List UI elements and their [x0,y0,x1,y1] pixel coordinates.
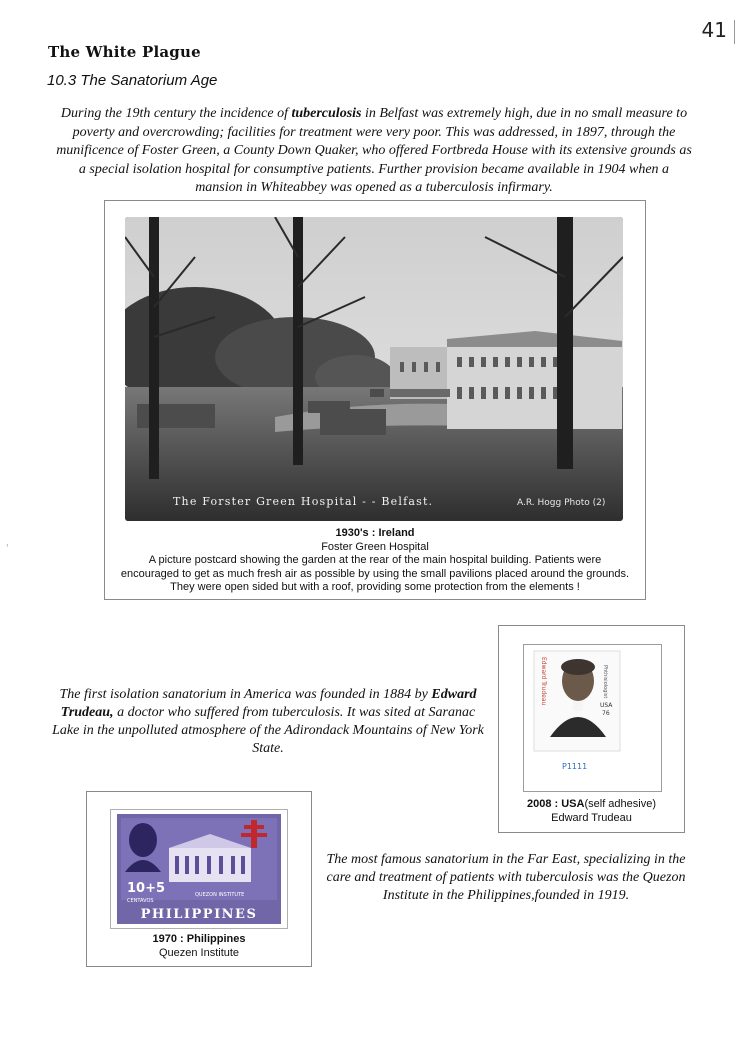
stamp-name-vertical: Edward Trudeau [540,657,547,706]
philippines-caption-year: 1970 : Philippines [152,933,246,945]
intro-text-before: During the 19th century the incidence of [60,106,292,121]
stamp-institute-label: QUEZON INSTITUTE [195,892,245,898]
postcard-credit: A.R. Hogg Photo (2) [517,498,606,508]
stamp-face-value: 10+5 [127,881,166,896]
philippines-stamp-frame [86,791,312,967]
postcard-caption [105,527,645,595]
postcard-photo [125,217,623,521]
trudeau-text-bold: Edward Trudeau, [60,687,477,720]
postcard-caption-text: The Forster Green Hospital - - Belfast. [173,495,434,508]
stamp-portrait [129,823,157,857]
philippines-stamp [110,809,288,929]
trudeau-stamp-frame [498,625,685,833]
intro-paragraph [54,105,694,198]
stamp-value: 76 [602,710,610,717]
philippines-caption-subject: Quezen Institute [158,946,240,959]
stamp-country: USA [600,702,613,709]
postcard-caption-year: 1930's : Ireland [335,527,415,539]
quezon-paragraph: The most famous sanatorium in the Far East, specializing in the care and treatment of patients with tuberculosis was the Quezon Institute in the Philippines,founded in 1919. [326,852,686,903]
postcard-frame [104,200,646,600]
margin-mark: ' [6,544,9,554]
exhibit-title: The White Plague [48,43,201,61]
trudeau-text-before: The first isolation sanatorium in America was founded in 1884 by [59,687,432,702]
trudeau-stamp [523,644,662,792]
trudeau-caption [499,798,684,825]
stamp-profession-vertical: Phthisiologist [602,665,608,699]
trudeau-text-after: a doctor who suffered from tuberculosis. It was sited at Saranac Lake in the unpolluted atmosphere of the Adirondack Mountains of New York State. [52,705,484,756]
intro-text-bold: tuberculosis [291,106,362,121]
postcard-image [125,217,623,521]
page-number: 41 [701,18,727,42]
plate-number: P1111 [562,762,588,771]
philippines-caption [87,933,311,960]
trudeau-caption-year: 2008 : USA [526,798,585,810]
section-heading: 10.3 The Sanatorium Age [47,72,218,89]
intro-text-after: in Belfast was extremely high, due in no small measure to poverty and overcrowding; facilities for treatment were very poor. This was addressed, in 1897, through the munificence of Foster Green, a County Down Quaker, who offered Fortbreda House with its extensive grounds as a special isolation hospital for consumptive patients. Further provision became available in 1904 when a mansion in Whiteabbey was opened as a tuberculosis infirmary. [56,106,692,195]
postcard-caption-description: A picture postcard showing the garden at the rear of the main hospital building. Patients were encouraged to get as much fresh air as possible by using the small pavilions placed around the grounds. They were open sided but with a roof, providing some protection from the elements ! [120,554,630,593]
trudeau-paragraph [48,686,488,758]
stamp-country-label: PHILIPPINES [140,907,258,922]
trudeau-caption-suffix: (self adhesive) [584,798,657,810]
postcard-caption-subject: Foster Green Hospital [321,540,429,553]
stamp-unit: CENTAVOS [127,898,154,904]
trudeau-caption-subject: Edward Trudeau [551,811,632,824]
